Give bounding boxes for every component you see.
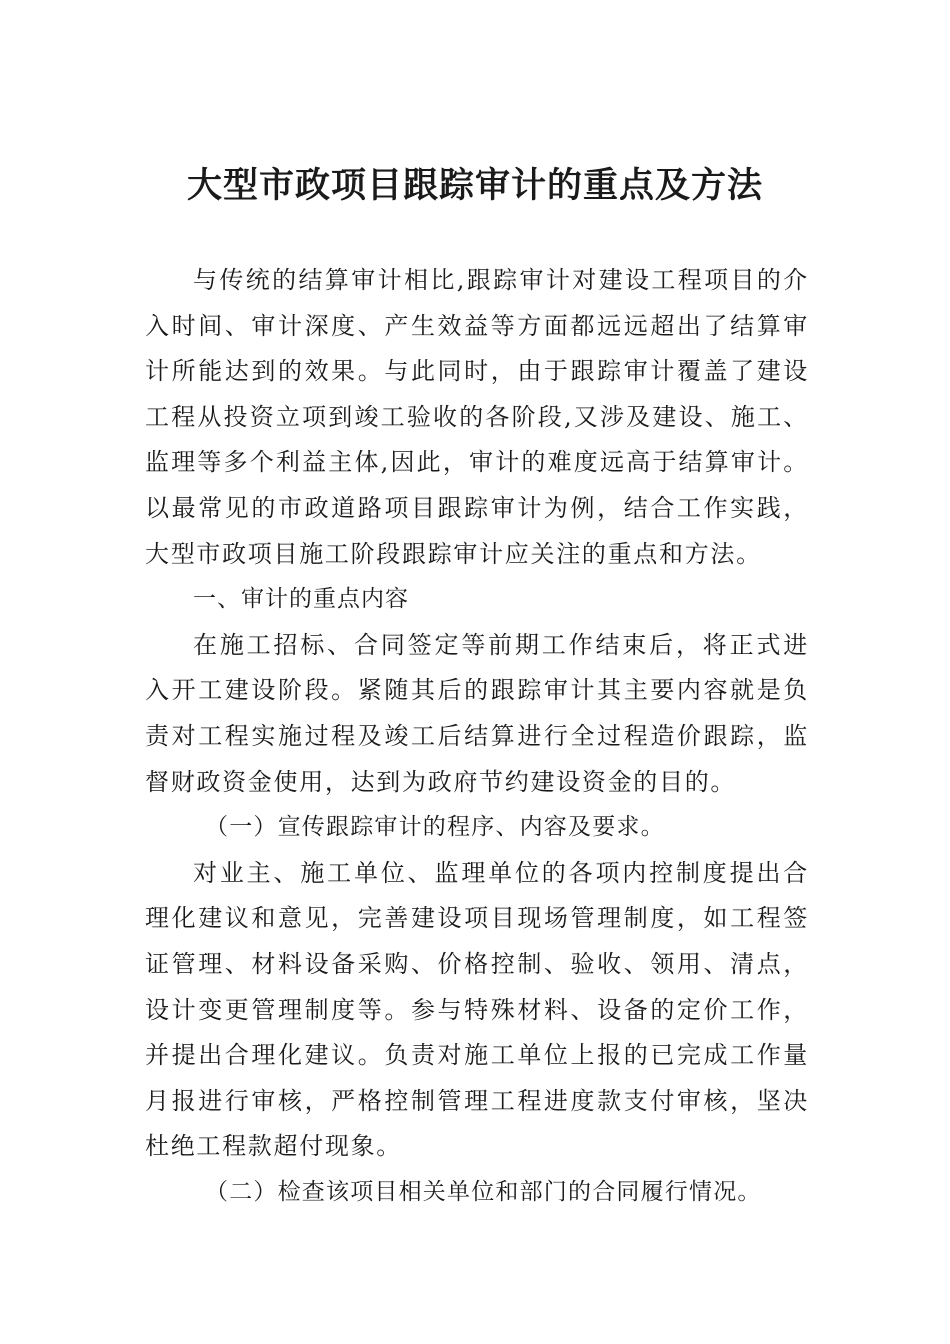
subheading-contract-performance: （二）检查该项目相关单位和部门的合同履行情况。 xyxy=(205,1178,762,1205)
document-title: 大型市政项目跟踪审计的重点及方法 xyxy=(186,166,763,206)
internal-control-paragraph: 对业主、施工单位、监理单位的各项内控制度提出合理化建议和意见，完善建设项目现场管理制度，如工程签证管理、材料设备采购、价格控制、验收、领用、清点，设计变更管理制度等。参与特殊材料、设备的定价工作，并提出合理化建议。负责对施工单位上报的已完成工作量月报进行审核，严格控制管理工程进度款支付审核，坚决杜绝工程款超付现象。 xyxy=(145,858,809,1161)
subheading-publicize-procedure: （一）宣传跟踪审计的程序、内容及要求。 xyxy=(205,814,665,841)
document-body xyxy=(145,258,809,1215)
section-heading-key-content: 一、审计的重点内容 xyxy=(193,586,409,613)
construction-phase-paragraph: 在施工招标、合同签定等前期工作结束后，将正式进入开工建设阶段。紧随其后的跟踪审计其主要内容就是负责对工程实施过程及竣工后结算进行全过程造价跟踪，监督财政资金使用，达到为政府节约建设资金的目的。 xyxy=(145,630,809,796)
intro-paragraph: 与传统的结算审计相比,跟踪审计对建设工程项目的介入时间、审计深度、产生效益等方面都远远超出了结算审计所能达到的效果。与此同时，由于跟踪审计覆盖了建设工程从投资立项到竣工验收的各阶段,又涉及建设、施工、监理等多个利益主体,因此，审计的难度远高于结算审计。以最常见的市政道路项目跟踪审计为例，结合工作实践，大型市政项目施工阶段跟踪审计应关注的重点和方法。 xyxy=(145,266,809,568)
